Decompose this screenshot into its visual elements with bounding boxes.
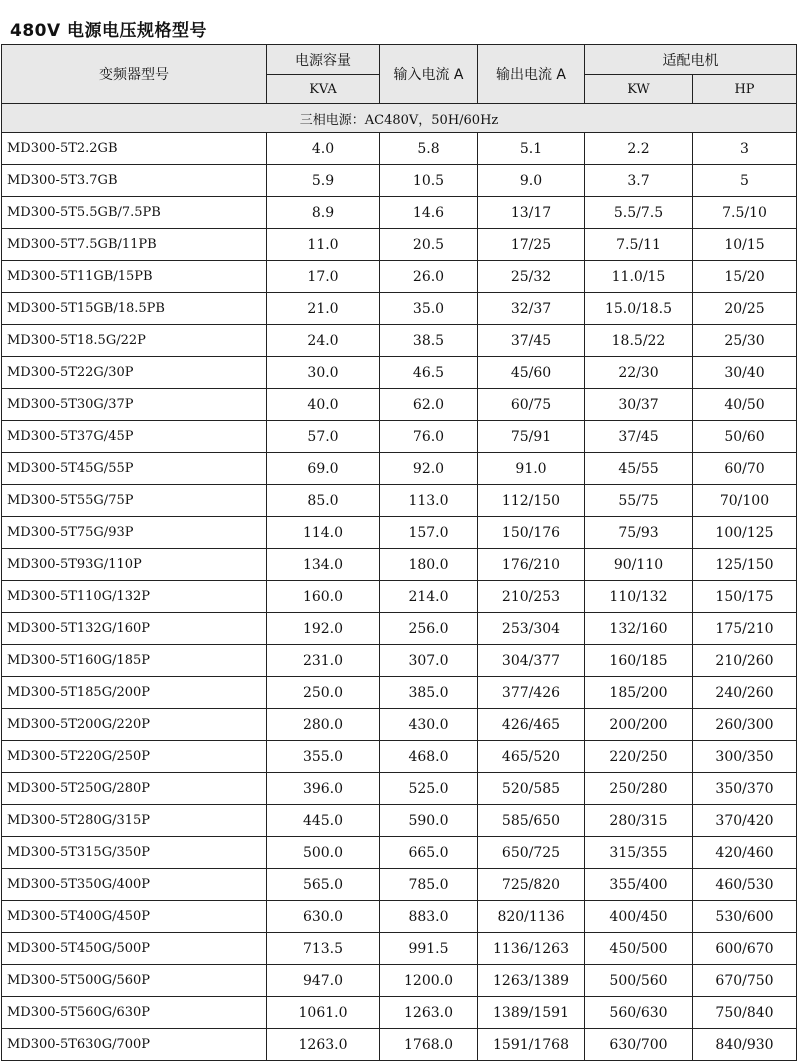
table-row bbox=[2, 997, 797, 1029]
cell-output-current: 150/176 bbox=[478, 517, 585, 549]
cell-hp: 175/210 bbox=[693, 613, 797, 645]
cell-model: MD300-5T250G/280P bbox=[2, 773, 267, 805]
cell-model: MD300-5T75G/93P bbox=[2, 517, 267, 549]
cell-model: MD300-5T450G/500P bbox=[2, 933, 267, 965]
cell-kva: 280.0 bbox=[267, 709, 380, 741]
cell-kw: 37/45 bbox=[585, 421, 693, 453]
cell-kva: 565.0 bbox=[267, 869, 380, 901]
cell-kw: 55/75 bbox=[585, 485, 693, 517]
cell-model: MD300-5T11GB/15PB bbox=[2, 261, 267, 293]
table-row bbox=[2, 517, 797, 549]
cell-hp: 3 bbox=[693, 133, 797, 165]
cell-hp: 60/70 bbox=[693, 453, 797, 485]
table-row bbox=[2, 773, 797, 805]
table-row bbox=[2, 389, 797, 421]
cell-kw: 315/355 bbox=[585, 837, 693, 869]
cell-kva: 160.0 bbox=[267, 581, 380, 613]
cell-output-current: 32/37 bbox=[478, 293, 585, 325]
table-row bbox=[2, 933, 797, 965]
cell-input-current: 590.0 bbox=[380, 805, 478, 837]
cell-model: MD300-5T55G/75P bbox=[2, 485, 267, 517]
cell-input-current: 468.0 bbox=[380, 741, 478, 773]
cell-model: MD300-5T15GB/18.5PB bbox=[2, 293, 267, 325]
cell-output-current: 377/426 bbox=[478, 677, 585, 709]
cell-output-current: 13/17 bbox=[478, 197, 585, 229]
cell-hp: 240/260 bbox=[693, 677, 797, 709]
table-body bbox=[2, 133, 797, 1061]
cell-kw: 250/280 bbox=[585, 773, 693, 805]
cell-model: MD300-5T45G/55P bbox=[2, 453, 267, 485]
cell-kw: 220/250 bbox=[585, 741, 693, 773]
header-kw: KW bbox=[585, 75, 693, 104]
cell-output-current: 650/725 bbox=[478, 837, 585, 869]
cell-output-current: 37/45 bbox=[478, 325, 585, 357]
cell-input-current: 5.8 bbox=[380, 133, 478, 165]
table-row bbox=[2, 613, 797, 645]
cell-model: MD300-5T30G/37P bbox=[2, 389, 267, 421]
cell-output-current: 1389/1591 bbox=[478, 997, 585, 1029]
cell-output-current: 17/25 bbox=[478, 229, 585, 261]
cell-input-current: 1768.0 bbox=[380, 1029, 478, 1061]
cell-kva: 11.0 bbox=[267, 229, 380, 261]
cell-model: MD300-5T560G/630P bbox=[2, 997, 267, 1029]
table-row bbox=[2, 581, 797, 613]
cell-output-current: 75/91 bbox=[478, 421, 585, 453]
cell-kva: 24.0 bbox=[267, 325, 380, 357]
cell-output-current: 253/304 bbox=[478, 613, 585, 645]
section-label: 三相电源：AC480V，50H/60Hz bbox=[2, 104, 797, 133]
cell-kva: 1263.0 bbox=[267, 1029, 380, 1061]
cell-output-current: 9.0 bbox=[478, 165, 585, 197]
cell-output-current: 5.1 bbox=[478, 133, 585, 165]
cell-output-current: 91.0 bbox=[478, 453, 585, 485]
cell-kva: 713.5 bbox=[267, 933, 380, 965]
cell-input-current: 26.0 bbox=[380, 261, 478, 293]
cell-kw: 11.0/15 bbox=[585, 261, 693, 293]
cell-kva: 231.0 bbox=[267, 645, 380, 677]
cell-model: MD300-5T7.5GB/11PB bbox=[2, 229, 267, 261]
cell-kva: 21.0 bbox=[267, 293, 380, 325]
cell-kva: 85.0 bbox=[267, 485, 380, 517]
cell-output-current: 465/520 bbox=[478, 741, 585, 773]
table-row bbox=[2, 645, 797, 677]
cell-kw: 560/630 bbox=[585, 997, 693, 1029]
cell-input-current: 62.0 bbox=[380, 389, 478, 421]
cell-input-current: 10.5 bbox=[380, 165, 478, 197]
cell-input-current: 665.0 bbox=[380, 837, 478, 869]
cell-input-current: 256.0 bbox=[380, 613, 478, 645]
header-motor: 适配电机 bbox=[585, 45, 797, 75]
header-input-current: 输入电流 A bbox=[380, 45, 478, 104]
cell-output-current: 25/32 bbox=[478, 261, 585, 293]
cell-input-current: 38.5 bbox=[380, 325, 478, 357]
table-row bbox=[2, 325, 797, 357]
cell-kw: 3.7 bbox=[585, 165, 693, 197]
cell-kva: 114.0 bbox=[267, 517, 380, 549]
cell-model: MD300-5T5.5GB/7.5PB bbox=[2, 197, 267, 229]
cell-hp: 460/530 bbox=[693, 869, 797, 901]
cell-hp: 70/100 bbox=[693, 485, 797, 517]
table-row bbox=[2, 133, 797, 165]
header-capacity: 电源容量 bbox=[267, 45, 380, 75]
cell-kva: 40.0 bbox=[267, 389, 380, 421]
cell-kw: 400/450 bbox=[585, 901, 693, 933]
table-row bbox=[2, 357, 797, 389]
cell-input-current: 430.0 bbox=[380, 709, 478, 741]
cell-model: MD300-5T315G/350P bbox=[2, 837, 267, 869]
cell-kva: 5.9 bbox=[267, 165, 380, 197]
cell-kva: 947.0 bbox=[267, 965, 380, 997]
cell-model: MD300-5T220G/250P bbox=[2, 741, 267, 773]
cell-model: MD300-5T3.7GB bbox=[2, 165, 267, 197]
cell-output-current: 426/465 bbox=[478, 709, 585, 741]
cell-hp: 840/930 bbox=[693, 1029, 797, 1061]
cell-kva: 4.0 bbox=[267, 133, 380, 165]
cell-kw: 450/500 bbox=[585, 933, 693, 965]
cell-output-current: 1591/1768 bbox=[478, 1029, 585, 1061]
cell-kva: 69.0 bbox=[267, 453, 380, 485]
cell-kw: 132/160 bbox=[585, 613, 693, 645]
cell-hp: 260/300 bbox=[693, 709, 797, 741]
cell-kw: 30/37 bbox=[585, 389, 693, 421]
cell-input-current: 883.0 bbox=[380, 901, 478, 933]
cell-hp: 25/30 bbox=[693, 325, 797, 357]
cell-input-current: 76.0 bbox=[380, 421, 478, 453]
cell-kw: 500/560 bbox=[585, 965, 693, 997]
cell-kw: 200/200 bbox=[585, 709, 693, 741]
cell-input-current: 785.0 bbox=[380, 869, 478, 901]
cell-hp: 530/600 bbox=[693, 901, 797, 933]
page-title: 480V 电源电压规格型号 bbox=[10, 21, 208, 41]
cell-input-current: 14.6 bbox=[380, 197, 478, 229]
cell-kw: 15.0/18.5 bbox=[585, 293, 693, 325]
cell-kw: 75/93 bbox=[585, 517, 693, 549]
cell-kva: 30.0 bbox=[267, 357, 380, 389]
table-row bbox=[2, 197, 797, 229]
cell-kw: 2.2 bbox=[585, 133, 693, 165]
table-row bbox=[2, 1029, 797, 1061]
cell-hp: 670/750 bbox=[693, 965, 797, 997]
cell-kw: 90/110 bbox=[585, 549, 693, 581]
cell-output-current: 210/253 bbox=[478, 581, 585, 613]
cell-model: MD300-5T93G/110P bbox=[2, 549, 267, 581]
cell-kw: 5.5/7.5 bbox=[585, 197, 693, 229]
cell-kw: 160/185 bbox=[585, 645, 693, 677]
cell-kva: 57.0 bbox=[267, 421, 380, 453]
cell-kw: 45/55 bbox=[585, 453, 693, 485]
table-row bbox=[2, 421, 797, 453]
cell-model: MD300-5T132G/160P bbox=[2, 613, 267, 645]
cell-hp: 125/150 bbox=[693, 549, 797, 581]
cell-kva: 445.0 bbox=[267, 805, 380, 837]
table-row bbox=[2, 485, 797, 517]
cell-input-current: 157.0 bbox=[380, 517, 478, 549]
cell-model: MD300-5T200G/220P bbox=[2, 709, 267, 741]
cell-hp: 350/370 bbox=[693, 773, 797, 805]
table-row bbox=[2, 229, 797, 261]
cell-output-current: 520/585 bbox=[478, 773, 585, 805]
cell-kw: 630/700 bbox=[585, 1029, 693, 1061]
cell-kw: 18.5/22 bbox=[585, 325, 693, 357]
cell-model: MD300-5T400G/450P bbox=[2, 901, 267, 933]
cell-model: MD300-5T37G/45P bbox=[2, 421, 267, 453]
cell-input-current: 20.5 bbox=[380, 229, 478, 261]
cell-hp: 7.5/10 bbox=[693, 197, 797, 229]
cell-output-current: 1136/1263 bbox=[478, 933, 585, 965]
cell-kva: 630.0 bbox=[267, 901, 380, 933]
cell-output-current: 304/377 bbox=[478, 645, 585, 677]
table-row bbox=[2, 709, 797, 741]
table-row bbox=[2, 901, 797, 933]
cell-model: MD300-5T18.5G/22P bbox=[2, 325, 267, 357]
cell-kw: 280/315 bbox=[585, 805, 693, 837]
table-row bbox=[2, 261, 797, 293]
cell-input-current: 113.0 bbox=[380, 485, 478, 517]
cell-input-current: 307.0 bbox=[380, 645, 478, 677]
cell-kw: 185/200 bbox=[585, 677, 693, 709]
table-row bbox=[2, 741, 797, 773]
cell-model: MD300-5T500G/560P bbox=[2, 965, 267, 997]
cell-input-current: 991.5 bbox=[380, 933, 478, 965]
cell-kva: 500.0 bbox=[267, 837, 380, 869]
cell-hp: 50/60 bbox=[693, 421, 797, 453]
cell-model: MD300-5T2.2GB bbox=[2, 133, 267, 165]
cell-model: MD300-5T280G/315P bbox=[2, 805, 267, 837]
table-row bbox=[2, 549, 797, 581]
table-row bbox=[2, 869, 797, 901]
cell-output-current: 1263/1389 bbox=[478, 965, 585, 997]
cell-kw: 22/30 bbox=[585, 357, 693, 389]
cell-hp: 300/350 bbox=[693, 741, 797, 773]
cell-model: MD300-5T350G/400P bbox=[2, 869, 267, 901]
cell-input-current: 525.0 bbox=[380, 773, 478, 805]
table-header bbox=[2, 45, 797, 133]
header-hp: HP bbox=[693, 75, 797, 104]
table-row bbox=[2, 677, 797, 709]
cell-output-current: 176/210 bbox=[478, 549, 585, 581]
cell-output-current: 820/1136 bbox=[478, 901, 585, 933]
cell-model: MD300-5T110G/132P bbox=[2, 581, 267, 613]
cell-input-current: 1263.0 bbox=[380, 997, 478, 1029]
cell-output-current: 45/60 bbox=[478, 357, 585, 389]
cell-hp: 5 bbox=[693, 165, 797, 197]
cell-input-current: 35.0 bbox=[380, 293, 478, 325]
cell-output-current: 112/150 bbox=[478, 485, 585, 517]
cell-hp: 750/840 bbox=[693, 997, 797, 1029]
cell-input-current: 92.0 bbox=[380, 453, 478, 485]
cell-kva: 134.0 bbox=[267, 549, 380, 581]
cell-kw: 110/132 bbox=[585, 581, 693, 613]
cell-hp: 20/25 bbox=[693, 293, 797, 325]
header-capacity-unit: KVA bbox=[267, 75, 380, 104]
cell-hp: 30/40 bbox=[693, 357, 797, 389]
cell-model: MD300-5T630G/700P bbox=[2, 1029, 267, 1061]
cell-hp: 210/260 bbox=[693, 645, 797, 677]
cell-kva: 17.0 bbox=[267, 261, 380, 293]
cell-hp: 420/460 bbox=[693, 837, 797, 869]
cell-output-current: 725/820 bbox=[478, 869, 585, 901]
table-row bbox=[2, 453, 797, 485]
cell-model: MD300-5T185G/200P bbox=[2, 677, 267, 709]
cell-kva: 396.0 bbox=[267, 773, 380, 805]
cell-input-current: 214.0 bbox=[380, 581, 478, 613]
cell-hp: 40/50 bbox=[693, 389, 797, 421]
cell-input-current: 46.5 bbox=[380, 357, 478, 389]
cell-input-current: 385.0 bbox=[380, 677, 478, 709]
cell-kva: 1061.0 bbox=[267, 997, 380, 1029]
cell-kva: 192.0 bbox=[267, 613, 380, 645]
cell-hp: 100/125 bbox=[693, 517, 797, 549]
cell-kva: 250.0 bbox=[267, 677, 380, 709]
cell-hp: 600/670 bbox=[693, 933, 797, 965]
spec-table bbox=[1, 44, 797, 1061]
cell-kva: 355.0 bbox=[267, 741, 380, 773]
cell-hp: 15/20 bbox=[693, 261, 797, 293]
header-output-current: 输出电流 A bbox=[478, 45, 585, 104]
cell-input-current: 180.0 bbox=[380, 549, 478, 581]
table-row bbox=[2, 965, 797, 997]
cell-kva: 8.9 bbox=[267, 197, 380, 229]
cell-hp: 150/175 bbox=[693, 581, 797, 613]
cell-output-current: 60/75 bbox=[478, 389, 585, 421]
cell-hp: 10/15 bbox=[693, 229, 797, 261]
table-row bbox=[2, 165, 797, 197]
table-row bbox=[2, 805, 797, 837]
header-model: 变频器型号 bbox=[2, 45, 267, 104]
cell-model: MD300-5T22G/30P bbox=[2, 357, 267, 389]
cell-hp: 370/420 bbox=[693, 805, 797, 837]
cell-kw: 355/400 bbox=[585, 869, 693, 901]
table-row bbox=[2, 293, 797, 325]
cell-output-current: 585/650 bbox=[478, 805, 585, 837]
cell-kw: 7.5/11 bbox=[585, 229, 693, 261]
cell-input-current: 1200.0 bbox=[380, 965, 478, 997]
cell-model: MD300-5T160G/185P bbox=[2, 645, 267, 677]
table-row bbox=[2, 837, 797, 869]
